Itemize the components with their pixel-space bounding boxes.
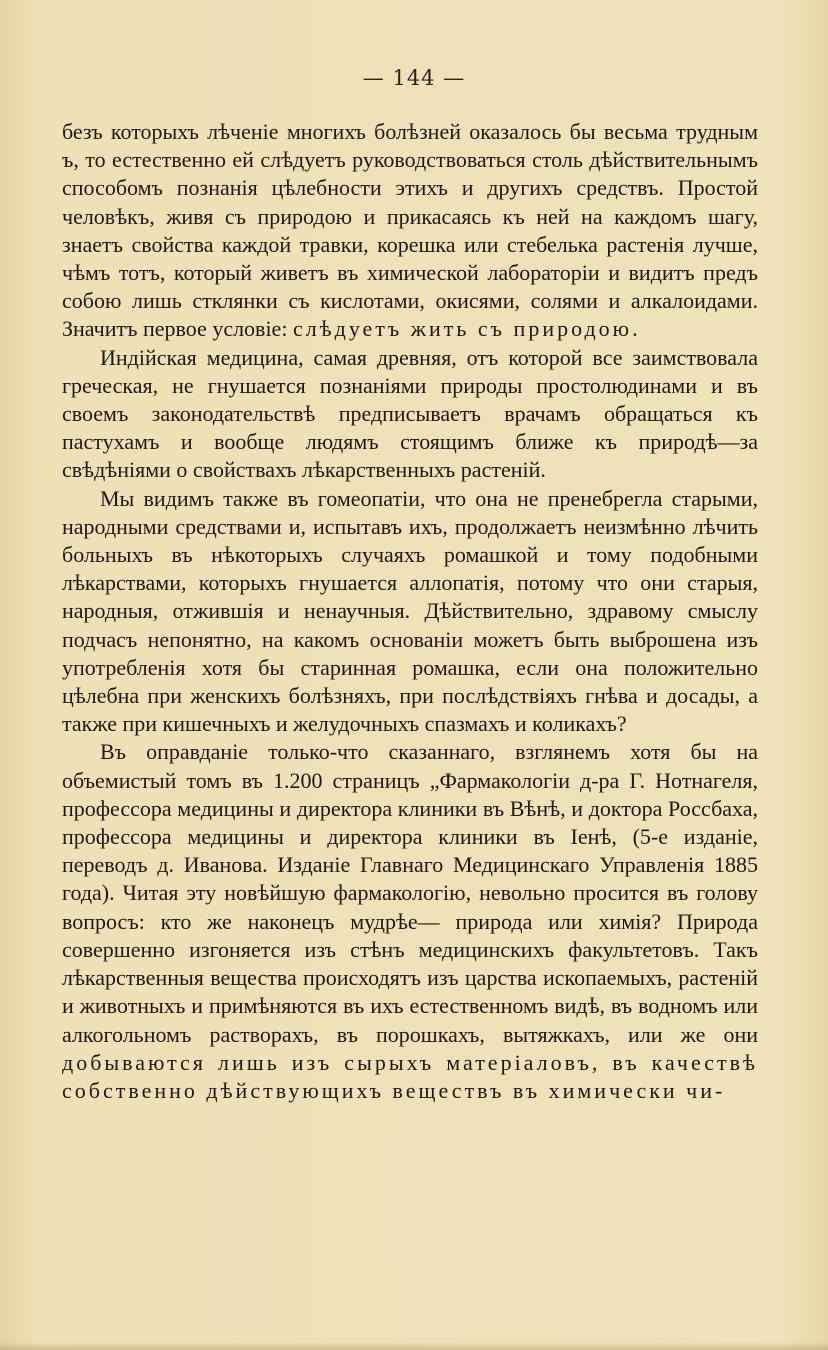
- paragraph-2: [62, 344, 758, 485]
- paragraph-1-end: .: [632, 316, 638, 342]
- page-edge-shadow: [0, 1342, 828, 1350]
- paragraph-3: [62, 485, 758, 739]
- paragraph-1: [62, 118, 758, 344]
- body-text: [62, 118, 758, 1105]
- paragraph-1-text: безъ которыхъ лѣченіе многихъ болѣзней оказалось бы весьма трудным ъ, то естественно ей слѣдуетъ руководствоваться столь дѣйствительнымъ способомъ познанія цѣлебности этихъ и другихъ средствъ. Простой человѣкъ, живя съ природою и прикасаясь къ ней на каждомъ шагу, знаетъ свойства каждой травки, корешка или стебелька растенія лучше, чѣмъ тотъ, который живетъ въ химической лабораторіи и видитъ предъ собою лишь стклянки съ кислотами, окисями, солями и алкалоидами. Значитъ первое условіе:: [62, 119, 758, 342]
- emphasized-phrase: слѣдуетъ жить съ природою: [292, 316, 633, 342]
- paragraph-3-text: Мы видимъ также въ гомеопатіи, что она не пренебрегла старыми, народными средствами и, испытавъ ихъ, продолжаетъ неизмѣнно лѣчить больныхъ въ нѣкоторыхъ случаяхъ ромашкой и тому подобными лѣкарствами, которыхъ гнушается аллопатія, потому что они старыя, народныя, отжившія и ненаучныя. Дѣйствительно, здравому смыслу подчасъ непонятно, на какомъ основаніи можетъ быть выброшена изъ употребленія хотя бы старинная ромашка, если она положительно цѣлебна при женскихъ болѣзняхъ, при послѣдствіяхъ гнѣва и досады, а также при кишечныхъ и желудочныхъ спазмахъ и коликахъ?: [62, 485, 758, 737]
- emphasized-phrase: добываются лишь изъ сырыхъ матеріаловъ, въ качествѣ собственно дѣйствующихъ веществъ въ химически чи-: [62, 1049, 758, 1103]
- paragraph-4: [62, 738, 758, 1105]
- page-number: — 144 —: [362, 66, 466, 90]
- paragraph-2-text: Индійская медицина, самая древняя, отъ которой все заимствовала греческая, не гнушается познаніями природы простолюдинами и въ своемъ законодательствѣ предписываетъ врачамъ обращаться къ пастухамъ и вообще людямъ стоящимъ ближе къ природѣ—за свѣдѣніями о свойствахъ лѣкарственныхъ растеній.: [62, 344, 758, 483]
- paragraph-4-text: Въ оправданіе только-что сказаннаго, взглянемъ хотя бы на объемистый томъ въ 1.200 страницъ „Фармакологіи д-ра Г. Нотнагеля, профессора медицины и директора клиники въ Вѣнѣ, и доктора Россбаха, профессора медицины и директора клиники въ Іенѣ, (5-е изданіе, переводъ д. Иванова. Изданіе Главнаго Медицинскаго Управленія 1885 года). Читая эту новѣйшую фармакологію, невольно просится въ голову вопросъ: кто же наконецъ мудрѣе— природа или химія? Природа совершенно изгоняется изъ стѣнъ медицинскихъ факультетовъ. Такъ лѣкарственныя вещества происходятъ изъ царства ископаемыхъ, растеній и животныхъ и примѣняются въ ихъ естественномъ видѣ, въ водномъ или алкогольномъ растворахъ, въ порошкахъ, вытяжкахъ, или же они: [62, 739, 758, 1047]
